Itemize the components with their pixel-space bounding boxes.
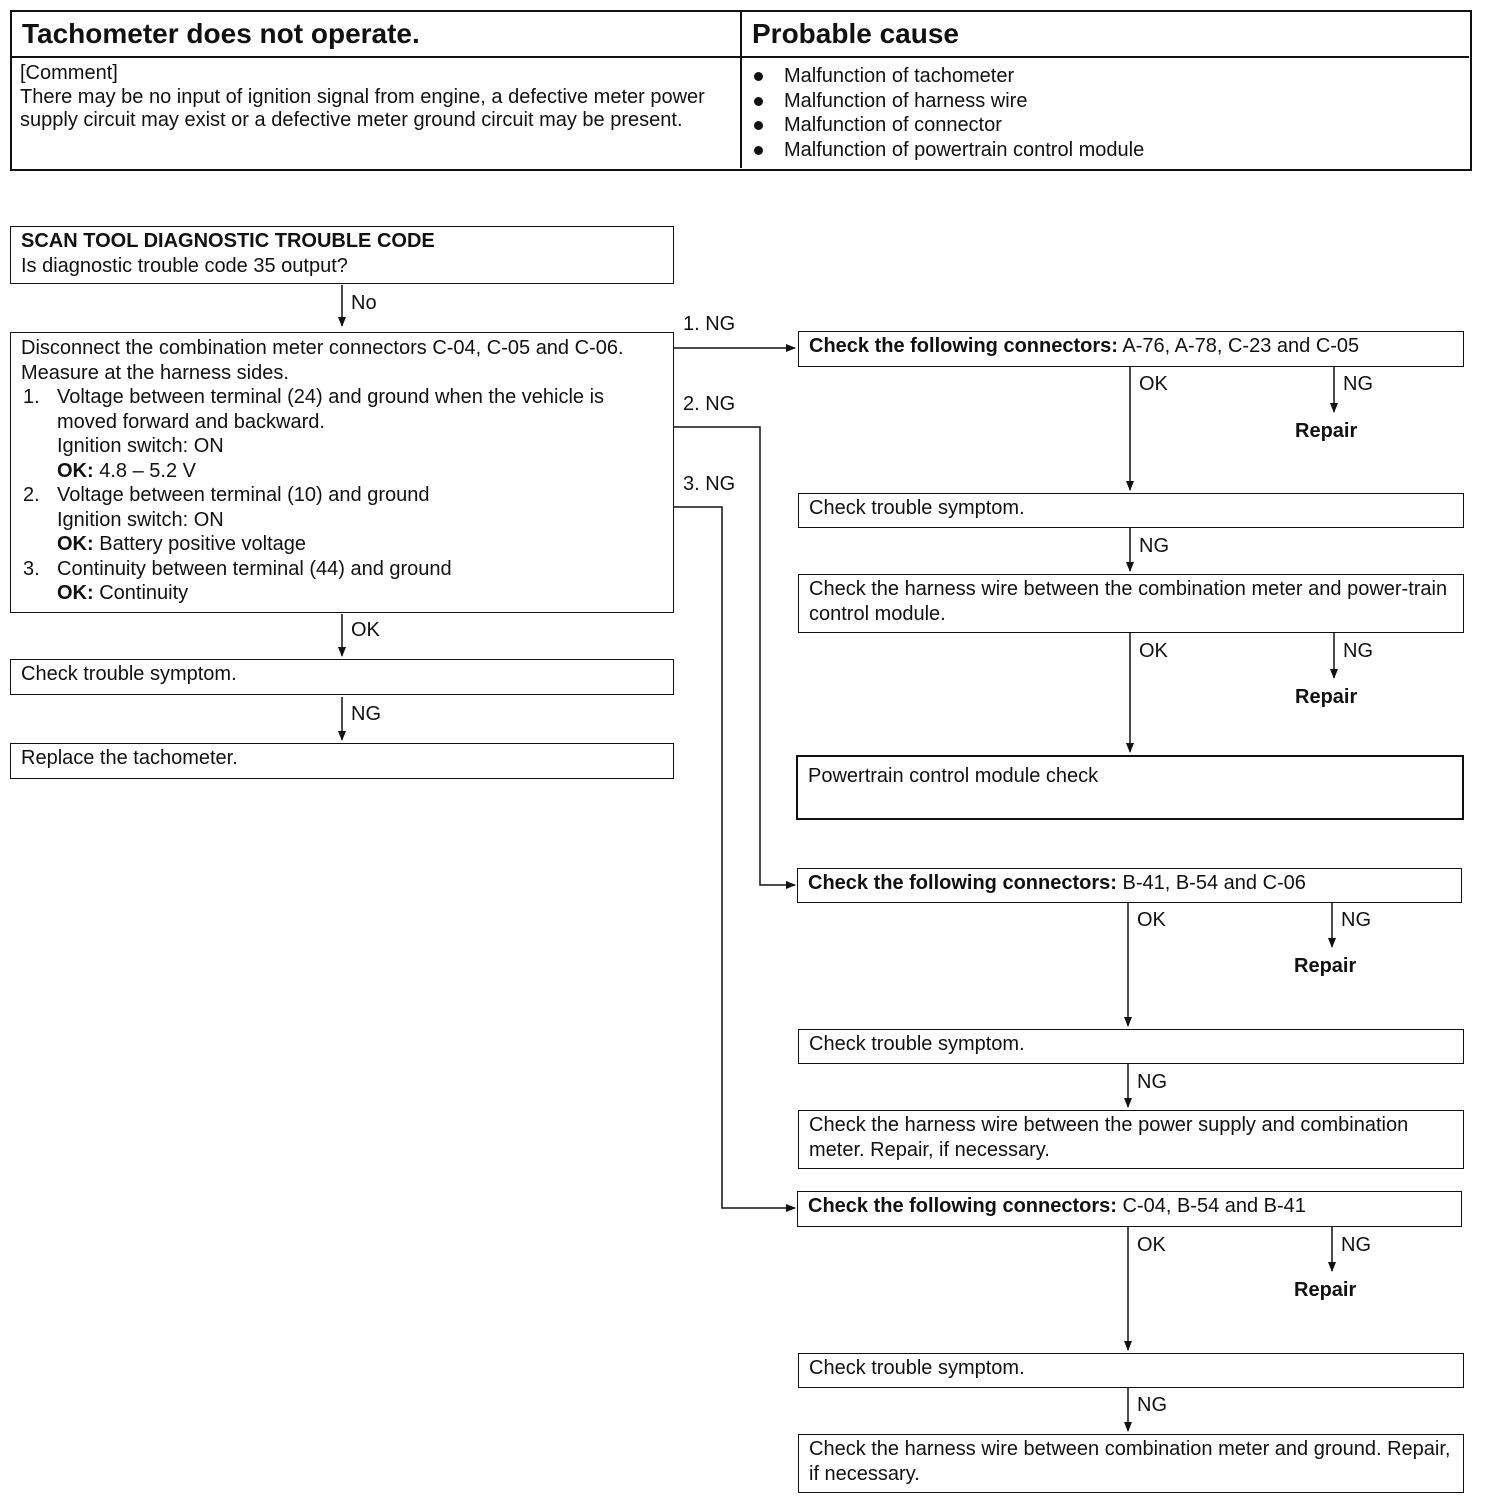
scan-tool-title: SCAN TOOL DIAGNOSTIC TROUBLE CODE (21, 230, 435, 252)
b3-check-symptom-box: Check trouble symptom. (798, 1353, 1464, 1388)
b1-check-symptom-box: Check trouble symptom. (798, 493, 1464, 528)
b1-ng3-label: NG (1343, 640, 1373, 662)
b1-ng-label: NG (1343, 373, 1373, 395)
cause-item: Malfunction of powertrain control module (752, 138, 1469, 163)
b1-ng2-label: NG (1139, 535, 1169, 557)
step-number: 1. (23, 386, 40, 408)
step-text: Voltage between terminal (24) and ground when the vehicle is moved forward and backward. (57, 386, 605, 433)
comment-label: [Comment] (20, 62, 118, 84)
b2-repair: Repair (1294, 955, 1357, 977)
b2-connectors-list: B-41, B-54 and C-06 (1122, 872, 1306, 894)
measure-step (21, 557, 663, 606)
cause-item: Malfunction of connector (752, 113, 1469, 138)
b2-check-symptom-box: Check trouble symptom. (798, 1029, 1464, 1064)
b1-ok-label: OK (1139, 373, 1168, 395)
arrow-ng2 (674, 427, 795, 885)
b1-connectors-box (798, 331, 1464, 367)
cause-item: Malfunction of tachometer (752, 64, 1469, 89)
branch-label-ng1: 1. NG (683, 313, 736, 335)
b1-connectors-list: A-76, A-78, C-23 and C-05 (1122, 335, 1360, 357)
b3-harness-box: Check the harness wire between combination meter and ground. Repair, if necessary. (798, 1434, 1464, 1493)
scan-tool-box (10, 226, 674, 284)
pcm-check-box: Powertrain control module check (796, 755, 1464, 820)
b1-repair: Repair (1295, 420, 1358, 442)
step-text: Voltage between terminal (10) and ground (57, 484, 430, 506)
b1-repair2: Repair (1295, 686, 1358, 708)
b2-ng-label: NG (1341, 909, 1371, 931)
step-ok: OK: 4.8 – 5.2 V (57, 459, 196, 482)
step-switch: Ignition switch: ON (57, 508, 224, 531)
b3-connectors-heading: Check the following connectors: (808, 1195, 1117, 1217)
b3-connectors-box (797, 1191, 1462, 1227)
measure-steps (21, 385, 663, 606)
branch-label-ng2: 2. NG (683, 393, 736, 415)
step-number: 3. (23, 557, 40, 580)
measure-step (21, 385, 663, 483)
step-ok: OK: Battery positive voltage (57, 533, 307, 555)
step-text: Continuity between terminal (44) and ground (57, 557, 452, 580)
step-switch: Ignition switch: ON (57, 435, 224, 457)
symptom-title: Tachometer does not operate. (12, 12, 742, 58)
branch-label-ng3: 3. NG (683, 473, 736, 495)
measure-intro: Disconnect the combination meter connectors C-04, C-05 and C-06. Measure at the harness sides. (21, 337, 624, 384)
ng-label: NG (351, 703, 381, 725)
measure-step (21, 483, 663, 557)
b1-connectors-heading: Check the following connectors: (809, 335, 1118, 357)
b3-repair: Repair (1294, 1279, 1357, 1301)
replace-tachometer-box: Replace the tachometer. (10, 743, 674, 779)
no-label: No (351, 292, 377, 314)
measure-box (10, 332, 674, 613)
step-ok: OK: Continuity (57, 582, 189, 604)
cause-item: Malfunction of harness wire (752, 89, 1469, 114)
b3-ng-label: NG (1341, 1234, 1371, 1256)
check-symptom-box: Check trouble symptom. (10, 659, 674, 695)
b2-harness-box: Check the harness wire between the power supply and combination meter. Repair, if necessary. (798, 1110, 1464, 1169)
b1-ok2-label: OK (1139, 640, 1168, 662)
b3-connectors-list: C-04, B-54 and B-41 (1122, 1195, 1306, 1217)
comment-text: There may be no input of ignition signal from engine, a defective meter power supply circuit may exist or a defective meter ground circuit may be present. (20, 85, 705, 131)
b1-harness-box: Check the harness wire between the combination meter and power-train control module. (798, 574, 1464, 633)
step-number: 2. (23, 484, 40, 506)
probable-cause-title: Probable cause (742, 12, 1469, 58)
ok-label: OK (351, 619, 380, 641)
b3-ng2-label: NG (1137, 1394, 1167, 1416)
b2-connectors-heading: Check the following connectors: (808, 872, 1117, 894)
b2-ok-label: OK (1137, 909, 1166, 931)
arrow-ng3 (674, 507, 795, 1208)
scan-tool-question: Is diagnostic trouble code 35 output? (21, 254, 348, 277)
b3-ok-label: OK (1137, 1234, 1166, 1256)
b2-connectors-box (797, 868, 1462, 903)
b2-ng2-label: NG (1137, 1071, 1167, 1093)
